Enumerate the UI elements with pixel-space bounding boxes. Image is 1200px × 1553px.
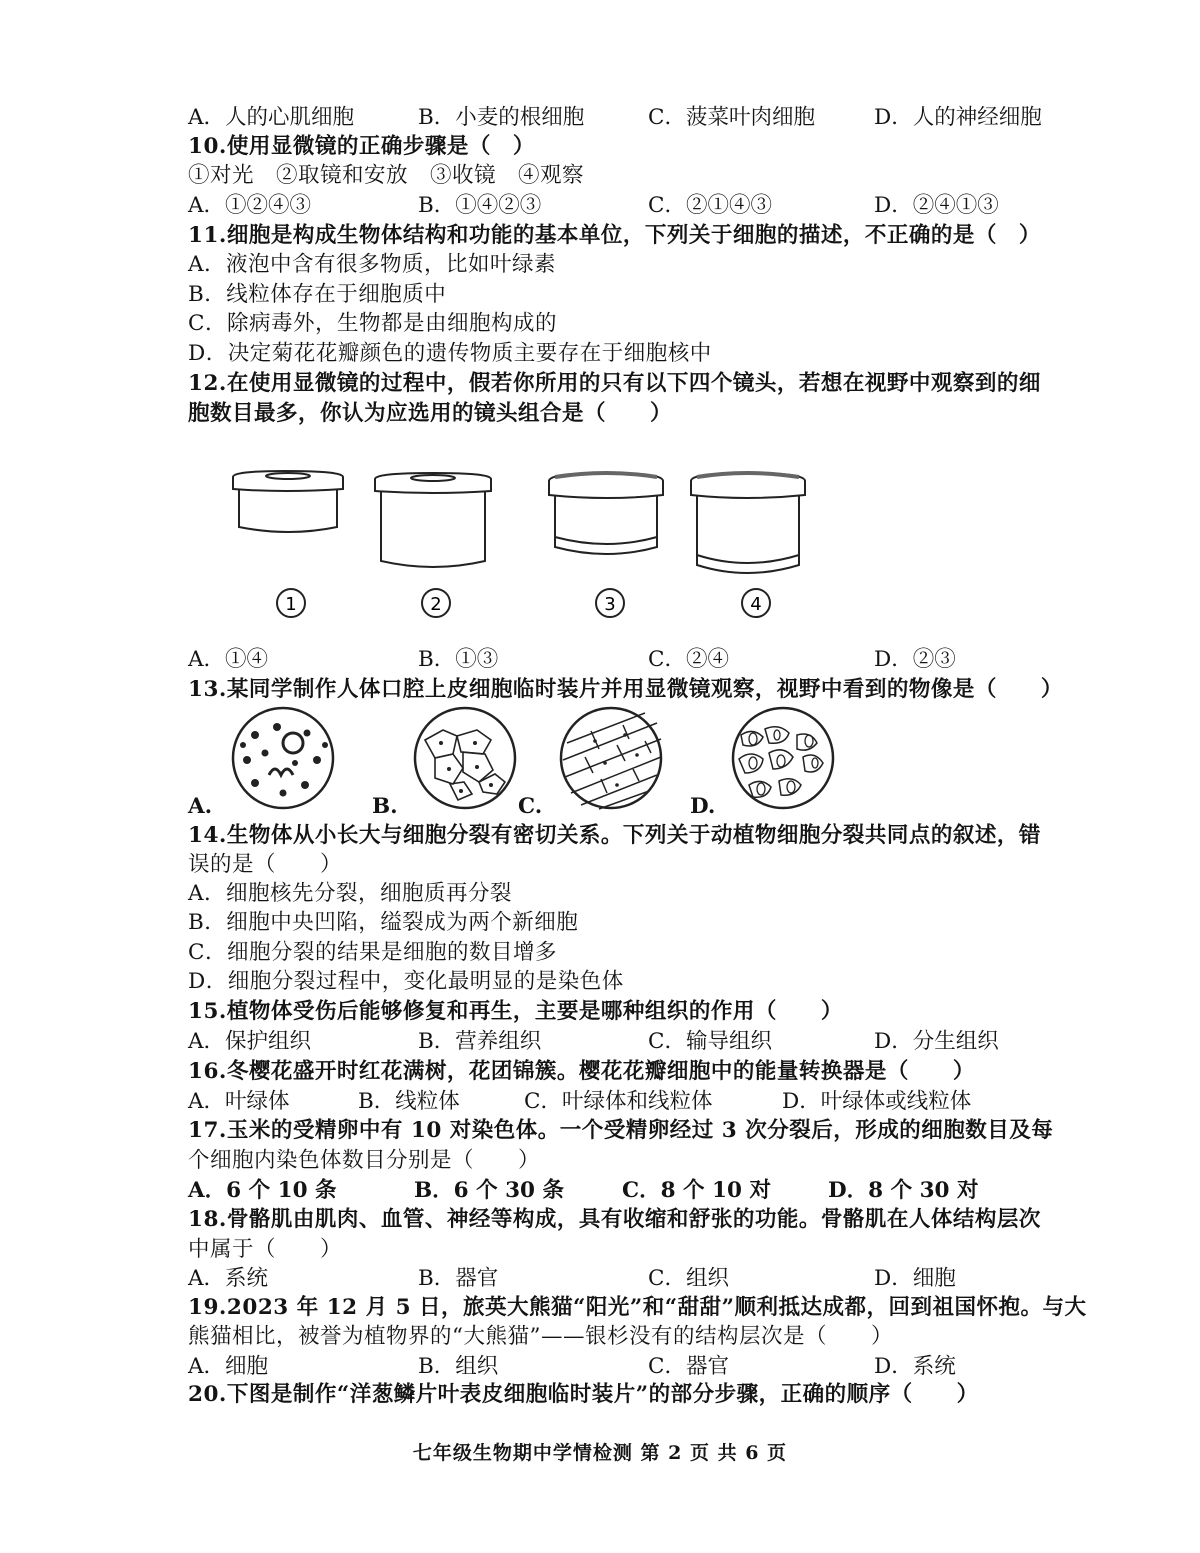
q12-option-d[interactable]: D．②③ bbox=[874, 647, 956, 672]
q9-option-b[interactable]: B．小麦的根细胞 bbox=[418, 105, 585, 130]
q10-steps: ①对光 ②取镜和安放 ③收镜 ④观察 bbox=[188, 163, 585, 188]
q10-option-d[interactable]: D．②④①③ bbox=[874, 193, 999, 218]
lens-4-icon bbox=[691, 473, 805, 573]
q19-option-c[interactable]: C．器官 bbox=[648, 1354, 729, 1379]
q11-option-d[interactable]: D．决定菊花花瓣颜色的遗传物质主要存在于细胞核中 bbox=[188, 341, 712, 366]
lens-label-4: 4 bbox=[750, 594, 762, 615]
q17-option-c[interactable]: C．8 个 10 对 bbox=[622, 1178, 771, 1203]
q18-stem-line1: 18.骨骼肌由肌肉、血管、神经等构成，具有收缩和舒张的功能。骨骼肌在人体结构层次 bbox=[188, 1207, 1041, 1232]
q16-option-d[interactable]: D．叶绿体或线粒体 bbox=[782, 1089, 972, 1114]
q12-option-a[interactable]: A．①④ bbox=[188, 647, 269, 672]
q16-options bbox=[0, 1088, 1200, 1116]
q16-stem: 16.冬樱花盛开时红花满树，花团锦簇。樱花花瓣细胞中的能量转换器是（ ） bbox=[188, 1059, 975, 1084]
q12-option-c[interactable]: C．②④ bbox=[648, 647, 729, 672]
q13-label-a[interactable]: A. bbox=[188, 794, 213, 819]
q13-stem: 13.某同学制作人体口腔上皮细胞临时装片并用显微镜观察，视野中看到的物像是（ ） bbox=[188, 677, 1063, 702]
q17-option-b[interactable]: B．6 个 30 条 bbox=[414, 1178, 565, 1203]
q15-option-d[interactable]: D．分生组织 bbox=[874, 1029, 999, 1054]
q18-stem-line2: 中属于（ ） bbox=[188, 1237, 343, 1262]
q13-label-c[interactable]: C. bbox=[518, 794, 543, 819]
page-footer: 七年级生物期中学情检测 第 2 页 共 6 页 bbox=[412, 1442, 788, 1464]
q14-option-b[interactable]: B．细胞中央凹陷，缢裂成为两个新细胞 bbox=[188, 910, 579, 935]
q10-options bbox=[0, 192, 1200, 220]
q19-option-d[interactable]: D．系统 bbox=[874, 1354, 956, 1379]
q15-option-c[interactable]: C．输导组织 bbox=[648, 1029, 772, 1054]
q11-option-b[interactable]: B．线粒体存在于细胞质中 bbox=[188, 282, 447, 307]
q18-option-a[interactable]: A．系统 bbox=[188, 1266, 269, 1291]
q17-stem-line2: 个细胞内染色体数目分别是（ ） bbox=[188, 1148, 541, 1173]
q10-option-c[interactable]: C．②①④③ bbox=[648, 193, 772, 218]
q9-options bbox=[0, 104, 1200, 132]
q13-label-d[interactable]: D. bbox=[690, 794, 716, 819]
lens-3-icon bbox=[549, 473, 663, 554]
q15-option-b[interactable]: B．营养组织 bbox=[418, 1029, 542, 1054]
q16-option-b[interactable]: B．线粒体 bbox=[358, 1089, 460, 1114]
lens-label-3: 3 bbox=[604, 594, 616, 615]
q14-stem-line2: 误的是（ ） bbox=[188, 852, 343, 877]
q19-option-a[interactable]: A．细胞 bbox=[188, 1354, 269, 1379]
lens-label-2: 2 bbox=[430, 594, 442, 615]
q11-stem: 11.细胞是构成生物体结构和功能的基本单位，下列关于细胞的描述，不正确的是（ ） bbox=[188, 223, 1041, 248]
q9-option-d[interactable]: D．人的神经细胞 bbox=[874, 105, 1042, 130]
q14-option-a[interactable]: A．细胞核先分裂，细胞质再分裂 bbox=[188, 881, 513, 906]
lens-1-icon bbox=[233, 471, 343, 532]
q14-stem-line1: 14.生物体从小长大与细胞分裂有密切关系。下列关于动植物细胞分裂共同点的叙述，错 bbox=[188, 823, 1041, 848]
q19-stem-line2: 熊猫相比，被誉为植物界的“大熊猫”——银杉没有的结构层次是（ ） bbox=[188, 1324, 893, 1349]
q18-option-b[interactable]: B．器官 bbox=[418, 1266, 499, 1291]
q17-option-a[interactable]: A．6 个 10 条 bbox=[188, 1178, 337, 1203]
q12-options bbox=[0, 646, 1200, 674]
q19-stem-line1: 19.2023 年 12 月 5 日，旅英大熊猫“阳光”和“甜甜”顺利抵达成都，回到祖国怀抱。与大 bbox=[188, 1295, 1087, 1320]
q10-stem: 10.使用显微镜的正确步骤是（ ） bbox=[188, 134, 535, 159]
q18-option-c[interactable]: C．组织 bbox=[648, 1266, 729, 1291]
q17-options bbox=[0, 1177, 1200, 1205]
q16-option-c[interactable]: C．叶绿体和线粒体 bbox=[524, 1089, 713, 1114]
q18-options bbox=[0, 1265, 1200, 1293]
q16-option-a[interactable]: A．叶绿体 bbox=[188, 1089, 290, 1114]
q12-stem-line2: 胞数目最多，你认为应选用的镜头组合是（ ） bbox=[188, 401, 673, 426]
lens-figure bbox=[225, 465, 825, 625]
q14-option-c[interactable]: C．细胞分裂的结果是细胞的数目增多 bbox=[188, 940, 557, 965]
q10-option-a[interactable]: A．①②④③ bbox=[188, 193, 312, 218]
q14-option-d[interactable]: D．细胞分裂过程中，变化最明显的是染色体 bbox=[188, 969, 624, 994]
q18-option-d[interactable]: D．细胞 bbox=[874, 1266, 956, 1291]
q12-stem-line1: 12.在使用显微镜的过程中，假若你所用的只有以下四个镜头，若想在视野中观察到的细 bbox=[188, 371, 1041, 396]
lens-label-1: 1 bbox=[285, 594, 297, 615]
q11-option-a[interactable]: A．液泡中含有很多物质，比如叶绿素 bbox=[188, 252, 557, 277]
option-d-image bbox=[733, 708, 833, 808]
option-b-image bbox=[415, 708, 515, 808]
q15-stem: 15.植物体受伤后能够修复和再生，主要是哪种组织的作用（ ） bbox=[188, 999, 843, 1024]
option-a-image bbox=[233, 708, 333, 808]
q10-option-b[interactable]: B．①④②③ bbox=[418, 193, 542, 218]
q19-options bbox=[0, 1353, 1200, 1381]
q17-option-d[interactable]: D．8 个 30 对 bbox=[828, 1178, 979, 1203]
q9-option-c[interactable]: C．菠菜叶肉细胞 bbox=[648, 105, 815, 130]
q12-option-b[interactable]: B．①③ bbox=[418, 647, 499, 672]
q11-option-c[interactable]: C．除病毒外，生物都是由细胞构成的 bbox=[188, 311, 557, 336]
q13-label-b[interactable]: B. bbox=[372, 794, 398, 819]
option-c-image bbox=[561, 708, 661, 809]
q9-option-a[interactable]: A．人的心肌细胞 bbox=[188, 105, 355, 130]
q15-option-a[interactable]: A．保护组织 bbox=[188, 1029, 312, 1054]
q15-options bbox=[0, 1028, 1200, 1056]
q17-stem-line1: 17.玉米的受精卵中有 10 对染色体。一个受精卵经过 3 次分裂后，形成的细胞数目及每 bbox=[188, 1118, 1054, 1143]
q20-stem: 20.下图是制作“洋葱鳞片叶表皮细胞临时装片”的部分步骤，正确的顺序（ ） bbox=[188, 1382, 979, 1407]
lens-2-icon bbox=[375, 473, 491, 567]
q19-option-b[interactable]: B．组织 bbox=[418, 1354, 499, 1379]
